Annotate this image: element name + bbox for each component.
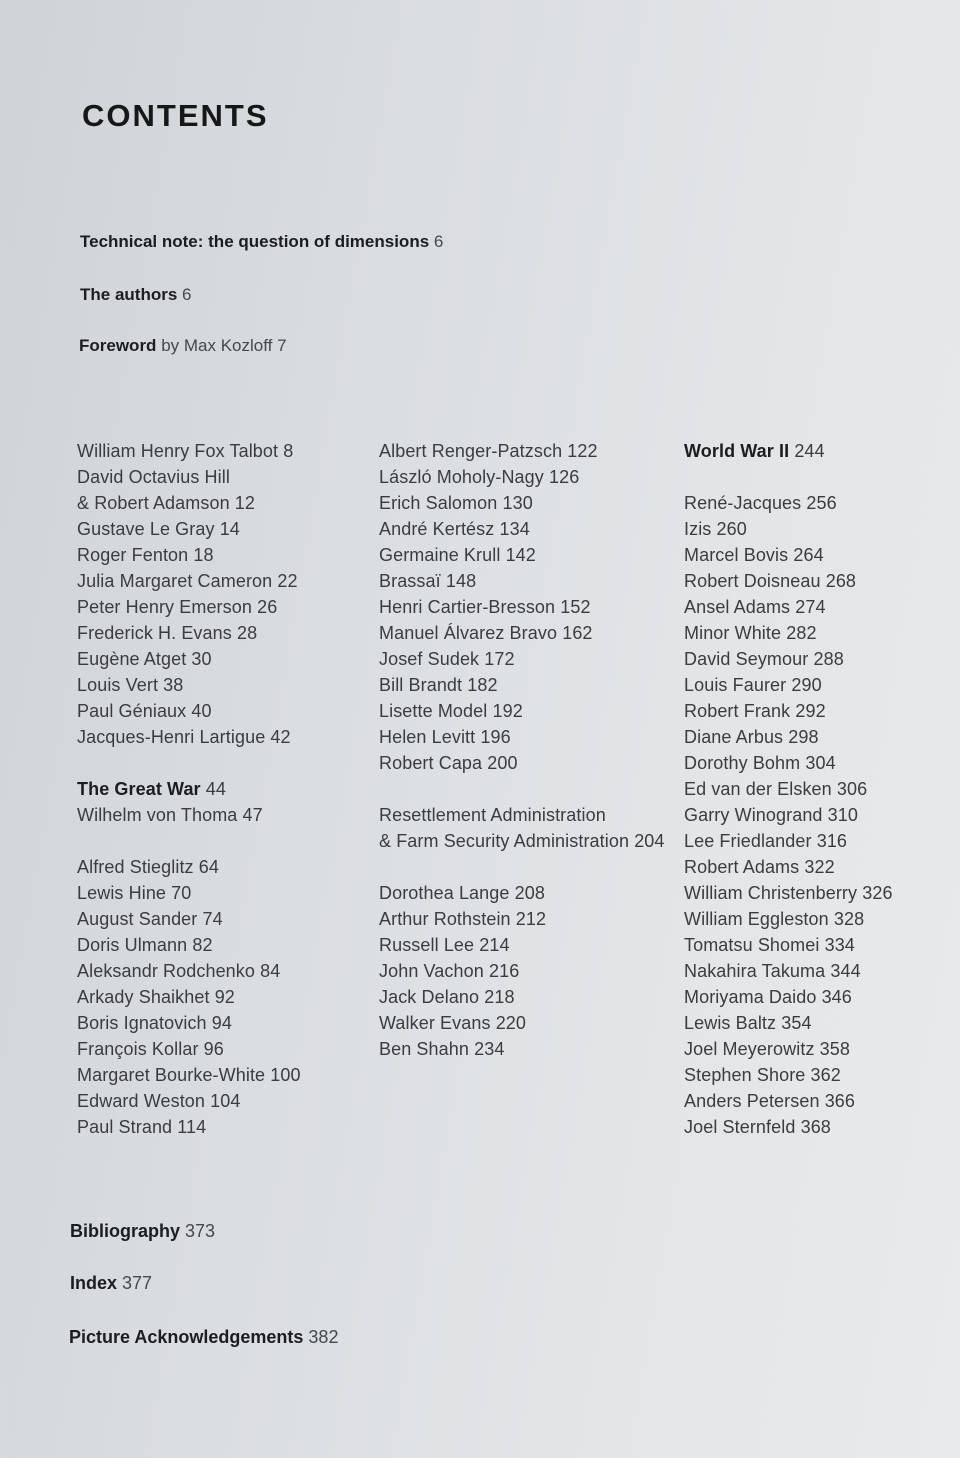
toc-entry-name: Julia Margaret Cameron [77,571,273,591]
toc-entry-name: Joel Meyerowitz [684,1039,815,1059]
toc-column-1 [77,438,377,1140]
toc-entry-name: The Great War [77,779,201,799]
toc-entry [684,1114,960,1140]
front-item-authors [80,285,192,305]
toc-entry [379,1010,679,1036]
toc-entry [77,906,377,932]
toc-entry [684,620,960,646]
toc-entry [684,1010,960,1036]
toc-entry [77,646,377,672]
toc-entry-name: Lisette Model [379,701,488,721]
toc-entry-name: Brassaï [379,571,441,591]
toc-entry [684,802,960,828]
toc-section-heading [684,438,960,464]
toc-entry [77,1036,377,1062]
toc-entry-name: Tomatsu Shomei [684,935,820,955]
toc-entry [379,594,679,620]
toc-entry-page: 260 [716,519,747,539]
toc-entry [684,490,960,516]
toc-gap [379,854,679,880]
front-item-page: 7 [277,336,287,355]
toc-entry-page: 264 [793,545,824,565]
toc-entry-name: Izis [684,519,712,539]
toc-entry-page: 304 [805,753,836,773]
toc-entry-name: Gustave Le Gray [77,519,215,539]
toc-entry [379,906,679,932]
toc-entry-page: 268 [825,571,857,591]
back-item-label: Index [70,1273,118,1293]
toc-entry-page: 44 [205,779,227,799]
toc-entry-page: 354 [781,1013,812,1033]
toc-entry-page: 288 [813,649,844,669]
toc-entry-page: 208 [514,883,545,903]
toc-entry [379,698,679,724]
toc-entry-name: Ansel Adams [684,597,791,617]
toc-entry [684,776,960,802]
toc-entry-page: 204 [634,831,665,851]
front-item-author: by Max Kozloff [161,336,273,355]
toc-entry-name: William Henry Fox Talbot [77,441,279,461]
toc-entry-name: Paul Strand [77,1117,173,1137]
toc-entry-name: Lee Friedlander [684,831,812,851]
toc-entry-name: René-Jacques [684,493,802,513]
toc-entry [684,880,960,906]
toc-entry [379,516,679,542]
toc-entry-page: 70 [171,883,192,903]
toc-entry-name: Minor White [684,623,782,643]
toc-entry-name: Joel Sternfeld [684,1117,796,1137]
back-item-bibliography [70,1221,215,1242]
toc-entry-name: Dorothea Lange [379,883,510,903]
toc-entry [684,568,960,594]
toc-entry-name: August Sander [77,909,198,929]
toc-entry-name: Arthur Rothstein [379,909,511,929]
toc-entry-name: Arkady Shaikhet [77,987,210,1007]
toc-entry-name: World War II [684,441,790,461]
back-item-label: Bibliography [70,1221,181,1241]
page-title: CONTENTS [82,98,269,133]
toc-entry-page: 152 [560,597,591,617]
toc-entry [379,464,679,490]
toc-entry-page: 142 [505,545,536,565]
toc-entry [379,828,679,854]
toc-column-2 [379,438,679,1062]
toc-entry-page: 344 [830,961,861,981]
toc-entry-name: & Farm Security Administration [379,831,630,851]
toc-entry [77,1062,377,1088]
toc-entry-name: Paul Géniaux [77,701,187,721]
toc-entry-name: Eugène Atget [77,649,187,669]
toc-entry-name: Edward Weston [77,1091,206,1111]
toc-entry [684,1088,960,1114]
toc-entry-name: Roger Fenton [77,545,189,565]
toc-entry-page: 47 [242,805,263,825]
toc-entry-page: 298 [788,727,819,747]
toc-entry-page: 12 [234,493,256,513]
toc-entry-name: Robert Doisneau [684,571,821,591]
toc-entry-name: Henri Cartier-Bresson [379,597,556,617]
toc-entry [684,828,960,854]
toc-gap [684,464,960,490]
toc-entry-page: 274 [795,597,826,617]
toc-entry-page: 28 [236,623,258,643]
toc-entry-name: François Kollar [77,1039,199,1059]
toc-entry [379,490,679,516]
toc-entry [77,1088,377,1114]
toc-entry-name: Lewis Baltz [684,1013,777,1033]
toc-entry-name: Russell Lee [379,935,475,955]
toc-entry-page: 366 [824,1091,856,1111]
toc-entry-page: 92 [214,987,235,1007]
toc-entry [379,880,679,906]
toc-entry-page: 322 [804,857,835,877]
toc-entry-page: 82 [192,935,213,955]
toc-entry-page: 212 [515,909,547,929]
toc-entry [379,568,679,594]
toc-entry-name: Wilhelm von Thoma [77,805,238,825]
toc-entry-page: 42 [270,727,291,747]
toc-entry-page: 192 [492,701,523,721]
toc-entry [379,724,679,750]
toc-entry [77,490,377,516]
toc-entry [379,542,679,568]
toc-entry [684,724,960,750]
front-item-label: Technical note: the question of dimensions [80,232,430,251]
toc-entry [684,594,960,620]
toc-gap [77,828,377,854]
toc-entry-page: 64 [198,857,219,877]
toc-entry-page: 290 [791,675,822,695]
back-item-index [70,1273,152,1294]
toc-entry [684,516,960,542]
toc-entry-page: 162 [562,623,593,643]
toc-entry-name: Frederick H. Evans [77,623,232,643]
toc-section-heading [77,776,377,802]
toc-entry-page: 22 [277,571,298,591]
toc-entry [684,906,960,932]
toc-entry-page: 358 [819,1039,850,1059]
toc-entry-name: Margaret Bourke-White [77,1065,266,1085]
toc-entry-page: 182 [467,675,498,695]
toc-entry [379,1036,679,1062]
toc-entry-page: 214 [479,935,510,955]
toc-entry-page: 148 [445,571,477,591]
toc-entry-name: Erich Salomon [379,493,498,513]
toc-entry-page: 26 [257,597,278,617]
back-item-label: Picture Acknowledgements [69,1327,304,1347]
toc-entry-name: Helen Levitt [379,727,476,747]
toc-entry-name: Aleksandr Rodchenko [77,961,256,981]
toc-entry [77,1010,377,1036]
toc-entry-page: 316 [816,831,848,851]
toc-entry [77,802,377,828]
toc-entry [77,1114,377,1140]
toc-entry-page: 282 [786,623,817,643]
toc-entry-page: 94 [211,1013,233,1033]
toc-entry-page: 200 [487,753,518,773]
toc-entry-page: 104 [210,1091,241,1111]
toc-entry-name: William Eggleston [684,909,829,929]
toc-entry-page: 218 [484,987,515,1007]
toc-entry-name: Dorothy Bohm [684,753,801,773]
toc-entry [684,932,960,958]
toc-entry [684,672,960,698]
front-item-label: The authors [80,285,178,304]
toc-entry-name: Resettlement Administration [379,805,606,825]
toc-entry [77,438,377,464]
toc-entry-name: Anders Petersen [684,1091,820,1111]
toc-entry-name: Nakahira Takuma [684,961,826,981]
toc-entry [77,724,377,750]
toc-entry-page: 326 [862,883,893,903]
toc-entry [684,1036,960,1062]
toc-entry-page: 234 [474,1039,505,1059]
toc-entry-name: Robert Frank [684,701,791,721]
toc-entry-page: 134 [499,519,530,539]
toc-entry-name: Robert Adams [684,857,800,877]
front-item-foreword [79,336,287,356]
toc-entry-name: László Moholy-Nagy [379,467,544,487]
back-item-page: 382 [308,1327,339,1347]
front-item-page: 6 [433,232,444,251]
toc-entry-page: 130 [502,493,533,513]
toc-entry-page: 18 [193,545,214,565]
toc-entry-page: 310 [827,805,859,825]
back-item-page: 373 [185,1221,216,1241]
toc-entry-name: Jacques-Henri Lartigue [77,727,266,747]
toc-entry-page: 122 [567,441,598,461]
toc-entry-name: Peter Henry Emerson [77,597,252,617]
toc-entry-page: 30 [191,649,212,669]
toc-entry-page: 368 [800,1117,831,1137]
toc-entry-page: 244 [794,441,825,461]
toc-entry [77,672,377,698]
toc-entry [684,750,960,776]
toc-entry-page: 362 [810,1065,841,1085]
toc-entry-name: Germaine Krull [379,545,501,565]
toc-entry-page: 256 [806,493,837,513]
toc-entry-name: Albert Renger-Patzsch [379,441,563,461]
toc-entry [77,984,377,1010]
toc-entry-name: Louis Vert [77,675,159,695]
toc-entry [379,672,679,698]
toc-entry-name: William Christenberry [684,883,858,903]
toc-entry-name: & Robert Adamson [77,493,230,513]
toc-entry-name: Boris Ignatovich [77,1013,207,1033]
toc-entry-name: Louis Faurer [684,675,787,695]
toc-entry-name: André Kertész [379,519,495,539]
toc-entry [684,646,960,672]
toc-entry-page: 334 [824,935,855,955]
toc-entry-page: 292 [795,701,826,721]
toc-entry-name: Jack Delano [379,987,480,1007]
back-item-picture-acknowledgements [69,1327,338,1348]
toc-entry-name: John Vachon [379,961,484,981]
toc-entry [379,620,679,646]
toc-entry-name: David Octavius Hill [77,467,230,487]
toc-entry-name: David Seymour [684,649,809,669]
toc-entry [684,542,960,568]
toc-entry [379,932,679,958]
toc-entry-page: 172 [484,649,515,669]
toc-entry [379,958,679,984]
toc-entry-name: Garry Winogrand [684,805,823,825]
toc-entry [684,698,960,724]
toc-entry-page: 126 [548,467,580,487]
toc-entry-name: Doris Ulmann [77,935,188,955]
toc-entry-name: Ed van der Elsken [684,779,832,799]
toc-entry-name: Walker Evans [379,1013,491,1033]
toc-entry-page: 100 [270,1065,301,1085]
toc-gap [77,750,377,776]
toc-entry-page: 84 [260,961,281,981]
toc-entry [379,646,679,672]
toc-entry-page: 96 [203,1039,224,1059]
toc-entry-page: 40 [191,701,212,721]
toc-entry-page: 8 [283,441,294,461]
toc-entry [77,542,377,568]
toc-entry-name: Josef Sudek [379,649,480,669]
toc-entry-page: 306 [836,779,868,799]
toc-entry [684,958,960,984]
toc-gap [379,776,679,802]
front-item-page: 6 [182,285,192,304]
toc-entry-name: Marcel Bovis [684,545,789,565]
toc-entry-page: 346 [821,987,852,1007]
toc-entry [77,594,377,620]
toc-entry-name: Alfred Stieglitz [77,857,194,877]
toc-entry-page: 220 [495,1013,527,1033]
toc-entry-page: 38 [163,675,184,695]
front-item-label: Foreword [79,336,157,355]
toc-entry-name: Stephen Shore [684,1065,806,1085]
toc-entry [684,984,960,1010]
toc-entry-page: 196 [480,727,511,747]
toc-entry-name: Ben Shahn [379,1039,469,1059]
toc-entry [77,568,377,594]
toc-entry [77,854,377,880]
toc-entry [77,516,377,542]
toc-entry-name: Diane Arbus [684,727,784,747]
toc-entry [77,464,377,490]
toc-entry [77,698,377,724]
toc-entry-name: Manuel Álvarez Bravo [379,623,558,643]
toc-entry-name: Robert Capa [379,753,483,773]
back-item-page: 377 [122,1273,153,1293]
toc-entry [77,880,377,906]
toc-entry-name: Lewis Hine [77,883,167,903]
toc-entry-page: 74 [202,909,223,929]
toc-entry [379,984,679,1010]
toc-entry-page: 216 [488,961,520,981]
toc-entry [379,750,679,776]
toc-entry [77,932,377,958]
toc-entry-name: Moriyama Daido [684,987,817,1007]
toc-column-3 [684,438,960,1140]
toc-entry [77,620,377,646]
front-item-technical-note [80,232,443,252]
toc-entry [684,1062,960,1088]
toc-entry [684,854,960,880]
toc-entry-page: 114 [177,1117,207,1137]
toc-entry [379,438,679,464]
toc-entry-page: 14 [219,519,240,539]
toc-entry-page: 328 [833,909,865,929]
toc-entry [77,958,377,984]
toc-entry [379,802,679,828]
toc-entry-name: Bill Brandt [379,675,463,695]
